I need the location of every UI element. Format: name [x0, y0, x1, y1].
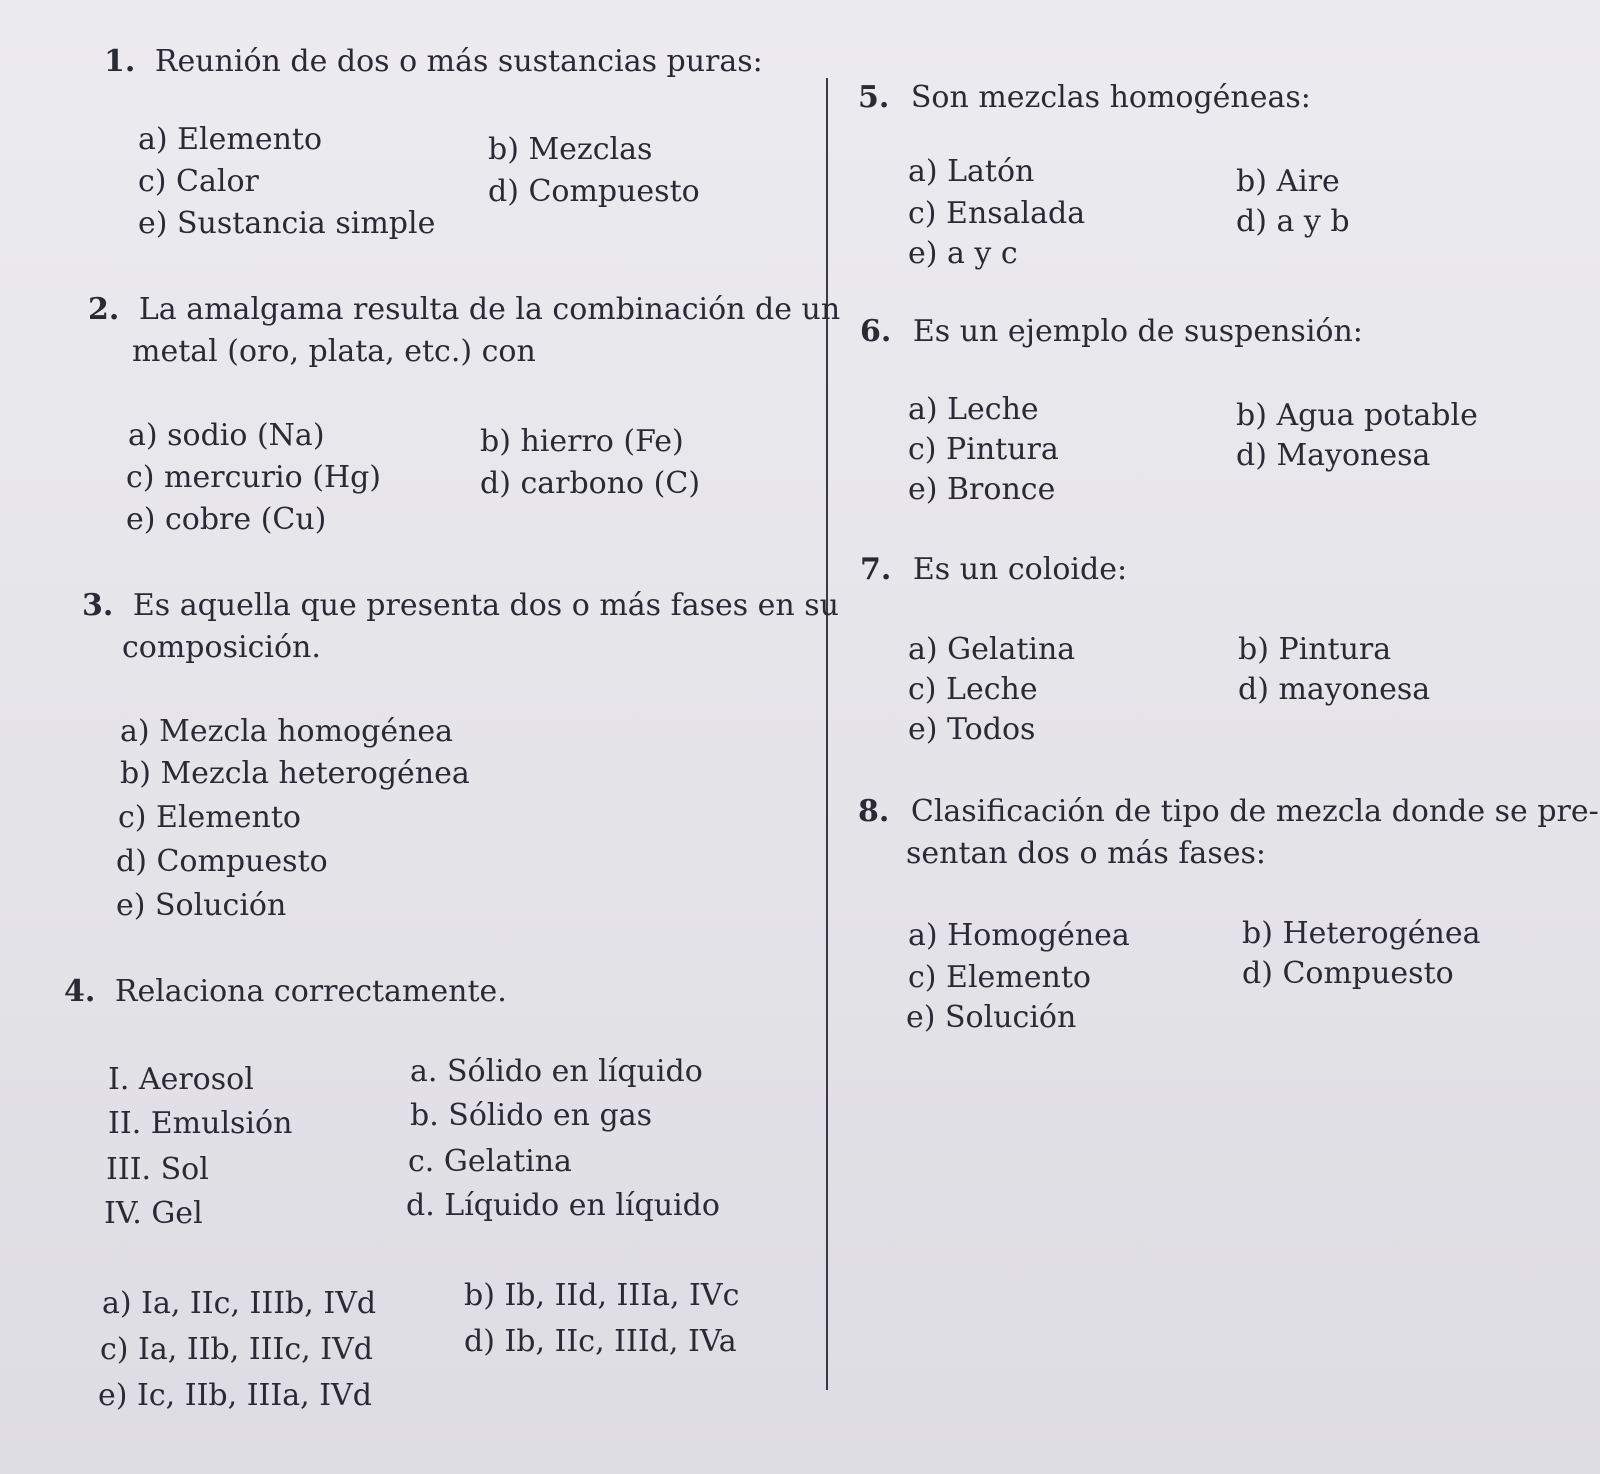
q5-option-c[interactable]: c) Ensalada [908, 196, 1086, 231]
q4-left-item-1: I. Aerosol [108, 1062, 254, 1097]
q8-text-line2: sentan dos o más fases: [906, 836, 1266, 871]
q4-left-item-4: IV. Gel [104, 1196, 203, 1231]
q1-number: 1. [104, 44, 136, 79]
q5-text: Son mezclas homogéneas: [910, 80, 1311, 115]
q4-right-item-a: a. Sólido en líquido [410, 1054, 703, 1089]
q6-option-e[interactable]: e) Bronce [908, 472, 1056, 507]
q1-option-a[interactable]: a) Elemento [138, 122, 323, 157]
q4-left-item-2: II. Emulsión [108, 1106, 293, 1141]
q5-option-e[interactable]: e) a y c [908, 236, 1018, 271]
q5-option-a[interactable]: a) Latón [908, 154, 1035, 189]
q6-number: 6. [860, 314, 892, 349]
q2-option-c[interactable]: c) mercurio (Hg) [126, 460, 382, 495]
q3-option-c[interactable]: c) Elemento [118, 800, 301, 835]
q6-option-b[interactable]: b) Agua potable [1236, 398, 1478, 433]
q2-prompt-line1 [88, 292, 840, 328]
q4-prompt [64, 974, 507, 1010]
q2-option-d[interactable]: d) carbono (C) [480, 466, 701, 501]
q1-option-e[interactable]: e) Sustancia simple [138, 206, 436, 241]
q8-number: 8. [858, 794, 890, 829]
q7-option-a[interactable]: a) Gelatina [908, 632, 1076, 667]
q2-text-line1: La amalgama resulta de la combinación de un [138, 292, 841, 327]
q3-option-e[interactable]: e) Solución [116, 888, 287, 923]
q3-option-b[interactable]: b) Mezcla heterogénea [120, 756, 470, 791]
q3-prompt-line1 [82, 588, 839, 624]
column-divider [826, 78, 828, 1390]
q4-option-d[interactable]: d) Ib, IIc, IIId, IVa [464, 1324, 737, 1359]
q7-option-e[interactable]: e) Todos [908, 712, 1036, 747]
q6-option-d[interactable]: d) Mayonesa [1236, 438, 1431, 473]
q3-number: 3. [82, 588, 114, 623]
q4-left-item-3: III. Sol [106, 1152, 209, 1187]
q8-option-d[interactable]: d) Compuesto [1242, 956, 1454, 991]
q6-option-c[interactable]: c) Pintura [908, 432, 1059, 467]
q1-option-d[interactable]: d) Compuesto [488, 174, 700, 209]
q2-option-a[interactable]: a) sodio (Na) [128, 418, 325, 453]
q2-option-e[interactable]: e) cobre (Cu) [126, 502, 327, 537]
q8-option-e[interactable]: e) Solución [906, 1000, 1077, 1035]
q1-prompt [104, 44, 763, 80]
q4-number: 4. [64, 974, 96, 1009]
q7-text: Es un coloide: [912, 552, 1128, 587]
q6-text: Es un ejemplo de suspensión: [912, 314, 1363, 349]
q3-option-a[interactable]: a) Mezcla homogénea [120, 714, 454, 749]
q2-text-line2: metal (oro, plata, etc.) con [132, 334, 536, 369]
q2-number: 2. [88, 292, 120, 327]
q4-option-b[interactable]: b) Ib, IId, IIIa, IVc [464, 1278, 740, 1313]
q1-option-b[interactable]: b) Mezclas [488, 132, 653, 167]
q4-text: Relaciona correctamente. [114, 974, 507, 1009]
q5-option-d[interactable]: d) a y b [1236, 204, 1350, 239]
q8-prompt-line1 [858, 794, 1599, 830]
q5-prompt [858, 80, 1311, 116]
q3-text-line2: composición. [122, 630, 321, 665]
q4-right-item-d: d. Líquido en líquido [406, 1188, 720, 1223]
q8-option-a[interactable]: a) Homogénea [908, 918, 1130, 953]
q8-text-line1: Clasificación de tipo de mezcla donde se pre- [910, 794, 1599, 829]
q1-text: Reunión de dos o más sustancias puras: [154, 44, 763, 79]
q8-option-c[interactable]: c) Elemento [908, 960, 1091, 995]
q7-option-c[interactable]: c) Leche [908, 672, 1038, 707]
q7-number: 7. [860, 552, 892, 587]
q7-option-d[interactable]: d) mayonesa [1238, 672, 1431, 707]
q6-prompt [860, 314, 1363, 350]
q4-option-a[interactable]: a) Ia, IIc, IIIb, IVd [102, 1286, 377, 1321]
q6-option-a[interactable]: a) Leche [908, 392, 1039, 427]
q5-number: 5. [858, 80, 890, 115]
q8-option-b[interactable]: b) Heterogénea [1242, 916, 1481, 951]
q1-option-c[interactable]: c) Calor [138, 164, 259, 199]
q7-prompt [860, 552, 1127, 588]
q4-option-c[interactable]: c) Ia, IIb, IIIc, IVd [100, 1332, 373, 1367]
q4-right-item-c: c. Gelatina [408, 1144, 572, 1179]
q4-option-e[interactable]: e) Ic, IIb, IIIa, IVd [98, 1378, 372, 1413]
q7-option-b[interactable]: b) Pintura [1238, 632, 1392, 667]
q3-text-line1: Es aquella que presenta dos o más fases en su [132, 588, 840, 623]
q5-option-b[interactable]: b) Aire [1236, 164, 1340, 199]
q4-right-item-b: b. Sólido en gas [410, 1098, 652, 1133]
q2-option-b[interactable]: b) hierro (Fe) [480, 424, 684, 459]
q3-option-d[interactable]: d) Compuesto [116, 844, 328, 879]
